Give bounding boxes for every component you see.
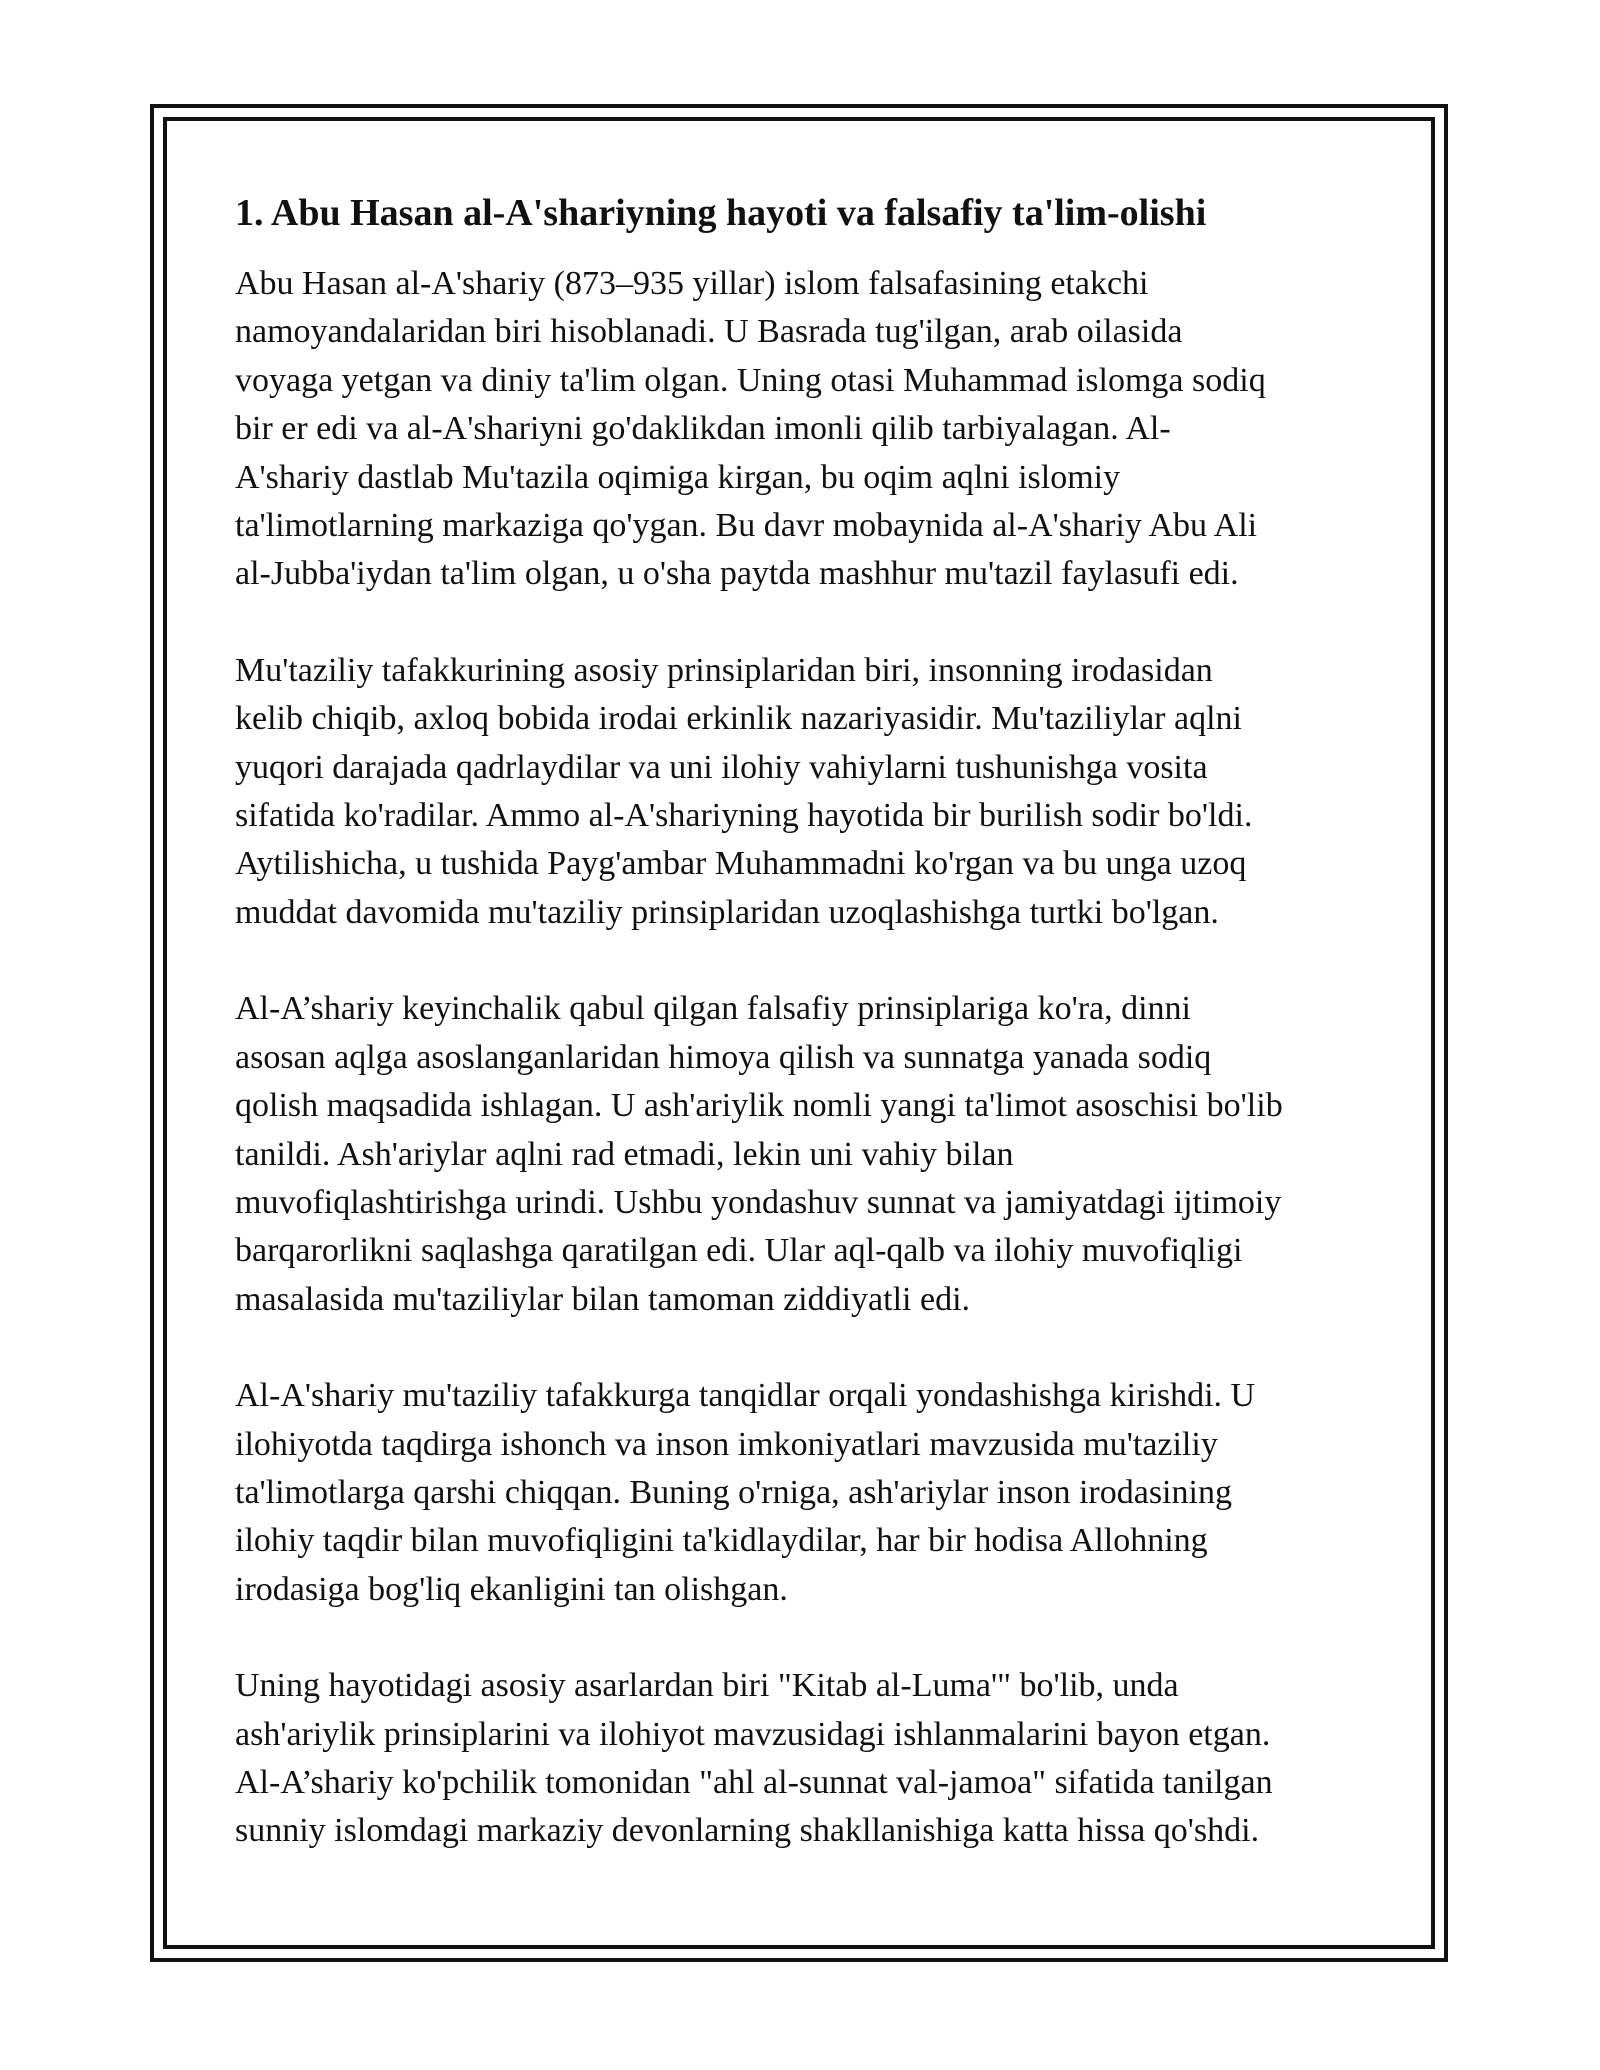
text-line: ilohiy taqdir bilan muvofiqligini ta'kidlaydilar, har bir hodisa Allohning — [235, 1522, 1208, 1560]
text-line: yuqori darajada qadrlaydilar va uni ilohiy vahiylarni tushunishga vosita — [235, 748, 1208, 786]
paragraph-5 — [235, 1662, 1375, 1856]
text-line: qolish maqsadida ishlagan. U ash'ariylik nomli yangi ta'limot asoschisi bo'lib — [235, 1087, 1283, 1125]
text-line: kelib chiqib, axloq bobida irodai erkinlik nazariyasidir. Mu'taziliylar aqlni — [235, 700, 1242, 738]
text-line: ash'ariylik prinsiplarini va ilohiyot mavzusidagi ishlanmalarini bayon etgan. — [235, 1715, 1271, 1753]
text-line: Al-A’shariy keyinchalik qabul qilgan falsafiy prinsiplariga ko'ra, dinni — [235, 990, 1192, 1028]
text-line: Aytilishicha, u tushida Payg'ambar Muhammadni ko'rgan va bu unga uzoq — [235, 845, 1247, 883]
text-line: ta'limotlarning markaziga qo'ygan. Bu davr mobaynida al-A'shariy Abu Ali — [235, 507, 1258, 545]
document-body — [235, 188, 1375, 1904]
text-line: ilohiyotda taqdirga ishonch va inson imkoniyatlari mavzusida mu'taziliy — [235, 1425, 1218, 1463]
text-line: tanildi. Ash'ariylar aqlni rad etmadi, lekin uni vahiy bilan — [235, 1135, 1014, 1173]
text-line: muddat davomida mu'taziliy prinsiplaridan uzoqlashishga turtki bo'lgan. — [235, 893, 1219, 931]
text-line: Mu'taziliy tafakkurining asosiy prinsiplaridan biri, insonning irodasidan — [235, 651, 1213, 689]
text-line: sunniy islomdagi markaziy devonlarning shakllanishiga katta hissa qo'shdi. — [235, 1812, 1260, 1850]
text-line: ta'limotlarga qarshi chiqqan. Buning o'rniga, ash'ariylar inson irodasining — [235, 1473, 1232, 1511]
section-heading: 1. Abu Hasan al-A'shariyning hayoti va falsafiy ta'lim-olishi — [235, 192, 1207, 234]
text-line: asosan aqlga asoslanganlaridan himoya qilish va sunnatga yanada sodiq — [235, 1038, 1212, 1076]
text-line: Abu Hasan al-A'shariy (873–935 yillar) islom falsafasining etakchi — [235, 265, 1149, 302]
text-line: Al-A’shariy ko'pchilik tomonidan "ahl al-sunnat val-jamoa" sifatida tanilgan — [235, 1763, 1273, 1801]
text-line: sifatida ko'radilar. Ammo al-A'shariyning hayotida bir burilish sodir bo'ldi. — [235, 797, 1253, 835]
text-line: Uning hayotidagi asosiy asarlardan biri "Kitab al-Luma'" bo'lib, unda — [235, 1667, 1179, 1705]
text-line: namoyandalaridan biri hisoblanadi. U Basrada tug'ilgan, arab oilasida — [235, 313, 1183, 351]
paragraph-4 — [235, 1372, 1375, 1614]
text-line: irodasiga bog'liq ekanligini tan olishgan. — [235, 1570, 788, 1608]
text-line: muvofiqlashtirishga urindi. Ushbu yondashuv sunnat va jamiyatdagi ijtimoiy — [235, 1183, 1282, 1221]
paragraph-2 — [235, 647, 1375, 937]
text-line: masalasida mu'taziliylar bilan tamoman ziddiyatli edi. — [235, 1280, 971, 1318]
text-line: barqarorlikni saqlashga qaratilgan edi. Ular aql-qalb va ilohiy muvofiqligi — [235, 1232, 1243, 1270]
text-line: al-Jubba'iydan ta'lim olgan, u o'sha paytda mashhur mu'tazil faylasufi edi. — [235, 555, 1239, 593]
paragraph-1 — [235, 260, 1375, 599]
paragraph-3 — [235, 985, 1375, 1324]
text-line: bir er edi va al-A'shariyni go'daklikdan imonli qilib tarbiyalagan. Al- — [235, 410, 1171, 448]
text-line: voyaga yetgan va diniy ta'lim olgan. Uning otasi Muhammad islomga sodiq — [235, 361, 1266, 399]
text-line: A'shariy dastlab Mu'tazila oqimiga kirgan, bu oqim aqlni islomiy — [235, 458, 1121, 496]
text-line: Al-A'shariy mu'taziliy tafakkurga tanqidlar orqali yondashishga kirishdi. U — [235, 1377, 1256, 1415]
